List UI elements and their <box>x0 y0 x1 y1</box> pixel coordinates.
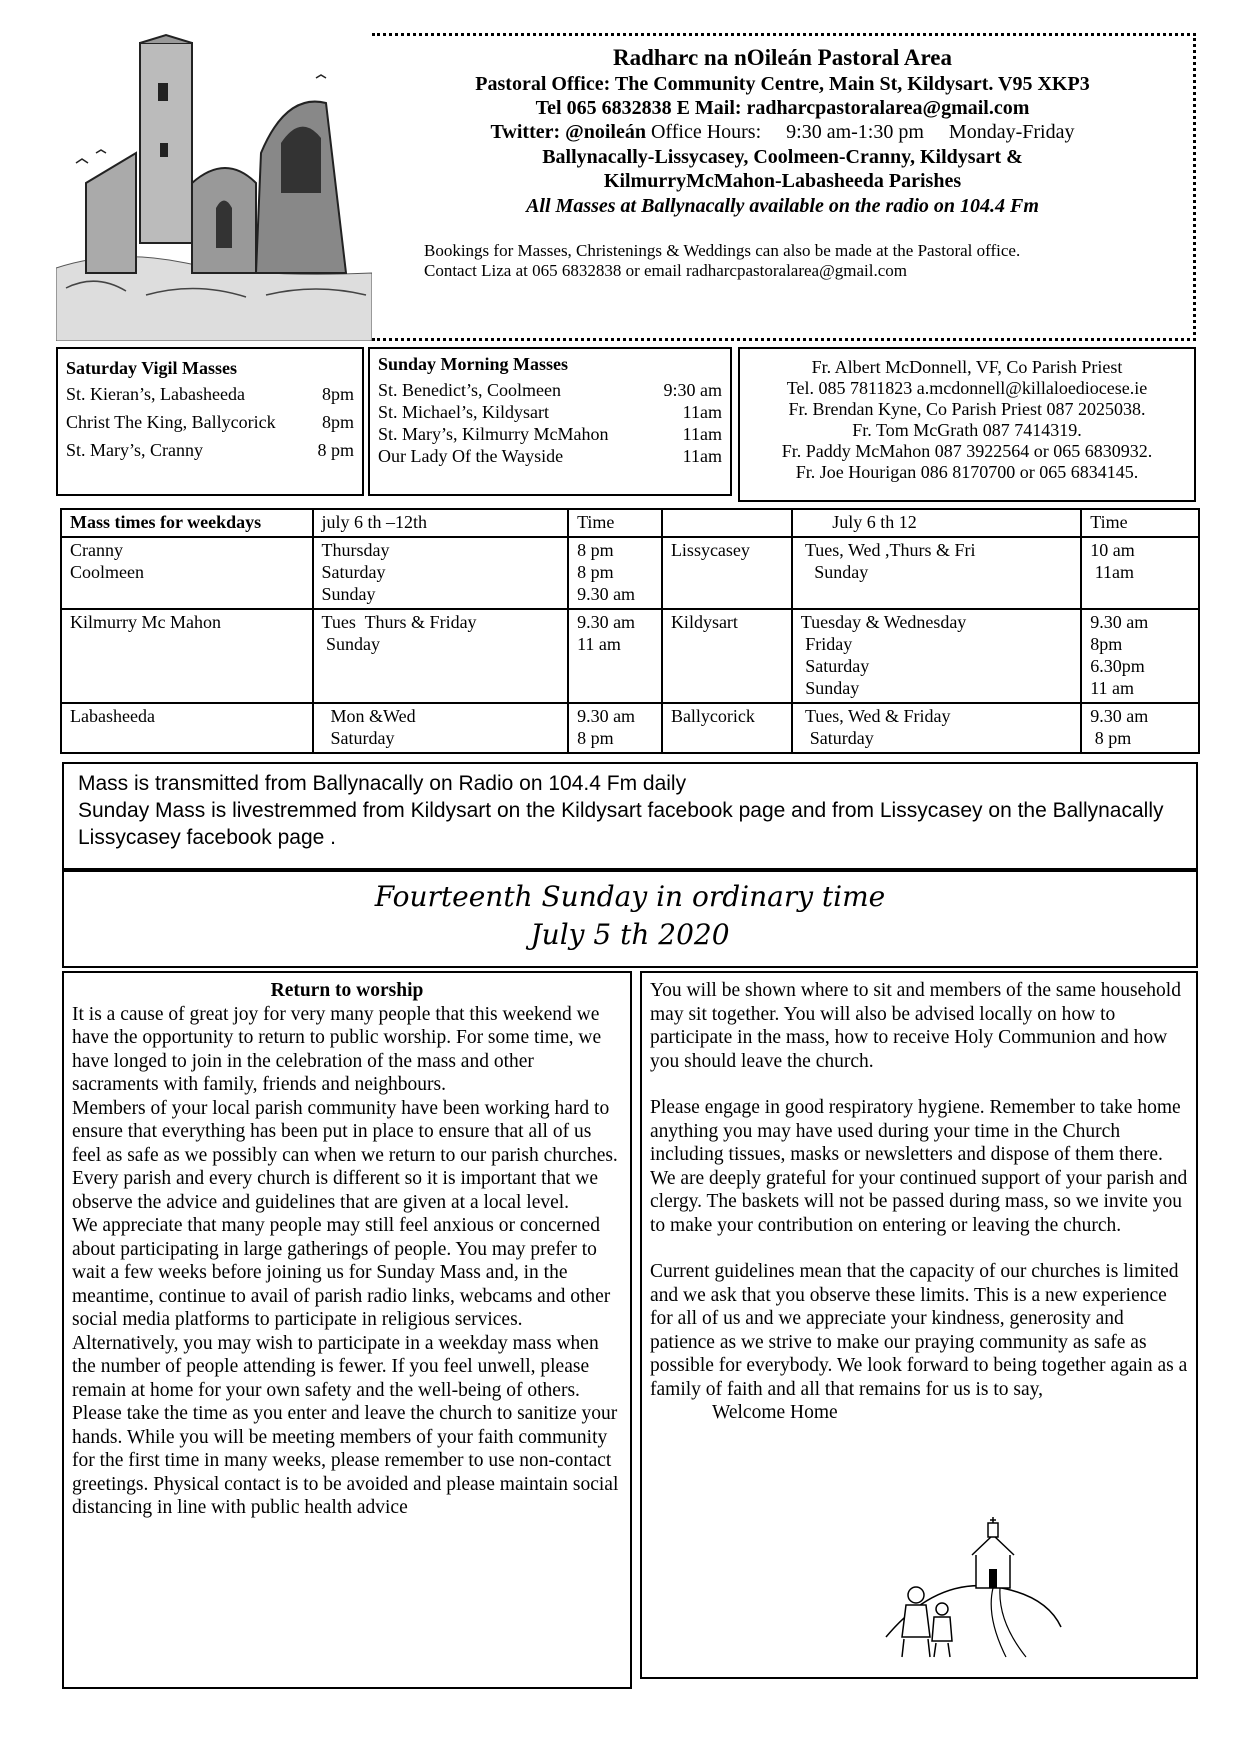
sunday-time: 11am <box>682 424 722 444</box>
pastoral-office-header <box>372 33 1196 341</box>
vigil-church: Christ The King, Ballycorick <box>66 412 276 432</box>
sunday-time: 9:30 am <box>663 380 722 400</box>
bookings-line-2: Contact Liza at 065 6832838 or email radharcpastoralarea@gmail.com <box>424 261 907 280</box>
article-paragraph: Alternatively, you may wish to participate in a weekday mass when the number of people attending is fewer. If you feel unwell, please remain at home for your own safety and the well-being of others. <box>72 1332 599 1401</box>
sunday-date: July 5 th 2020 <box>530 918 730 951</box>
table-cell: Kilmurry Mc Mahon <box>61 609 313 703</box>
table-cell: 10 am 11am <box>1081 537 1199 609</box>
sunday-church: St. Benedict’s, Coolmeen <box>378 380 561 400</box>
welcome-home: Welcome Home <box>712 1402 838 1423</box>
sunday-title: Fourteenth Sunday in ordinary time <box>374 880 886 913</box>
table-cell: Lissycasey <box>662 537 792 609</box>
sunday-church: Our Lady Of the Wayside <box>378 446 564 466</box>
table-cell: Thursday Saturday Sunday <box>313 537 569 609</box>
office-hours-line <box>372 120 1193 145</box>
table-cell: Mon &Wed Saturday <box>313 703 569 753</box>
table-cell: Cranny Coolmeen <box>61 537 313 609</box>
table-cell: Ballycorick <box>662 703 792 753</box>
priests-contact-box <box>738 347 1196 502</box>
table-cell: Tuesday & Wednesday Friday Saturday Sunday <box>792 609 1081 703</box>
bookings-line-1: Bookings for Masses, Christenings & Weddings can also be made at the Pastoral office. <box>424 241 1021 260</box>
article-paragraph: Current guidelines mean that the capacity of our churches is limited and we ask that you observe these limits. This is a new experience for all of us and we appreciate your kindness, generosity and patience as we strive to make our praying community as safe as possible for everybody. We look forward to being together again as a family of faith and all that remains for us is to say, <box>650 1261 1188 1400</box>
table-header: July 6 th 12 <box>792 509 1081 537</box>
vigil-time: 8pm <box>321 384 354 404</box>
sunday-morning-title: Sunday Morning Masses <box>378 354 569 374</box>
article-title: Return to worship <box>270 980 424 1001</box>
sunday-item <box>378 423 722 445</box>
table-header: Time <box>1081 509 1199 537</box>
pastoral-office-address: Pastoral Office: The Community Centre, Main St, Kildysart. V95 XKP3 <box>475 73 1090 95</box>
broadcast-notice <box>62 762 1198 870</box>
article-paragraph: Please engage in good respiratory hygiene. Remember to take home anything you may have used during your time in the Church including tissues, masks or newsletters and dispose of them there. <box>650 1097 1181 1165</box>
vigil-item <box>66 383 354 405</box>
vigil-church: St. Mary’s, Cranny <box>66 440 203 460</box>
sunday-item <box>378 401 722 423</box>
table-cell: Tues, Wed ,Thurs & Fri Sunday <box>792 537 1081 609</box>
priest-line: Tel. 085 7811823 a.mcdonnell@killaloediocese.ie <box>786 378 1148 398</box>
sunday-church: St. Mary’s, Kilmurry McMahon <box>378 424 609 444</box>
vigil-time: 8pm <box>321 412 354 432</box>
priest-line: Fr. Tom McGrath 087 7414319. <box>852 420 1082 440</box>
table-cell: 9.30 am 11 am <box>568 609 662 703</box>
priest-line: Fr. Brendan Kyne, Co Parish Priest 087 2025038. <box>788 399 1146 419</box>
office-hours: Office Hours: 9:30 am-1:30 pm Monday-Friday <box>645 121 1075 143</box>
table-header: july 6 th –12th <box>313 509 569 537</box>
article-left-column <box>62 971 632 1689</box>
article-right-column <box>640 971 1198 1679</box>
vigil-item <box>66 411 354 433</box>
priest-line: Fr. Paddy McMahon 087 3922564 or 065 6830932. <box>781 441 1153 461</box>
bookings-note <box>424 241 1193 281</box>
table-cell: 8 pm 8 pm 9.30 am <box>568 537 662 609</box>
table-header-row <box>61 509 1199 537</box>
table-cell: Labasheeda <box>61 703 313 753</box>
table-row <box>61 609 1199 703</box>
article-paragraph: It is a cause of great joy for very many people that this weekend we have the opportunity to return to public worship. For some time, we have longed to join in the celebration of the mass and other sacraments with family, friends and neighbours. <box>72 1003 602 1095</box>
parishes-line-2: KilmurryMcMahon-Labasheeda Parishes <box>603 170 962 192</box>
article-paragraph: You will be shown where to sit and members of the same household may sit together. You will also be advised locally on how to participate in the mass, how to receive Holy Communion and how you should leave the church. <box>650 980 1181 1072</box>
article-paragraph: We are deeply grateful for your continued support of your parish and clergy. The baskets will not be passed during mass, so we invite you to make your contribution on entering or leaving the church. <box>650 1167 1188 1236</box>
table-cell: 9.30 am 8 pm <box>568 703 662 753</box>
round-tower-sketch-image <box>56 33 372 341</box>
office-contact: Tel 065 6832838 E Mail: radharcpastoralarea@gmail.com <box>535 97 1030 119</box>
radio-note: All Masses at Ballynacally available on the radio on 104.4 Fm <box>526 195 1039 217</box>
article-paragraph: We appreciate that many people may still feel anxious or concerned about participating in large gatherings of people. You may prefer to wait a few weeks before joining us for Sunday Mass and, in the meantime, continue to avail of parish radio links, webcams and other social media platforms to participate in religious services. <box>72 1215 611 1330</box>
sunday-church: St. Michael’s, Kildysart <box>378 402 549 422</box>
article-paragraph: Members of your local parish community have been working hard to ensure that everything has been put in place to ensure that all of us feel as safe as we possibly can when we return to our parish churches. Every parish and every church is different so it is important that we observe the advice and guidelines that are given at a local level. <box>72 1097 618 1213</box>
vigil-time: 8 pm <box>317 440 354 460</box>
priest-line: Fr. Albert McDonnell, VF, Co Parish Priest <box>811 357 1123 377</box>
table-header <box>662 509 792 537</box>
sunday-item <box>378 379 722 401</box>
table-cell: Kildysart <box>662 609 792 703</box>
table-header: Mass times for weekdays <box>61 509 313 537</box>
radio-broadcast-line: Mass is transmitted from Ballynacally on Radio on 104.4 Fm daily <box>78 772 687 795</box>
vigil-item <box>66 439 354 461</box>
sunday-time: 11am <box>682 402 722 422</box>
table-row <box>61 703 1199 753</box>
article-paragraph: Please take the time as you enter and leave the church to sanitize your hands. While you will be meeting members of your faith community for the first time in many weeks, please remember to use non-contact greetings. Physical contact is to be avoided and please maintain social distancing in line with public health advice <box>72 1403 619 1518</box>
pastoral-area-title: Radharc na nOileán Pastoral Area <box>612 45 953 70</box>
vigil-title: Saturday Vigil Masses <box>66 358 238 378</box>
sunday-item <box>378 445 722 467</box>
table-cell: Tues, Wed & Friday Saturday <box>792 703 1081 753</box>
liturgical-sunday-banner <box>62 870 1198 968</box>
livestream-line: Sunday Mass is livestremmed from Kildysart on the Kildysart facebook page and from Lissycasey on the Ballynacally Lissycasey facebook page . <box>78 799 1164 849</box>
table-cell: 9.30 am 8 pm <box>1081 703 1199 753</box>
priest-line: Fr. Joe Hourigan 086 8170700 or 065 6834145. <box>795 462 1139 482</box>
vigil-church: St. Kieran’s, Labasheeda <box>66 384 245 404</box>
weekday-mass-table <box>60 508 1200 754</box>
saturday-vigil-box <box>56 347 364 496</box>
sunday-morning-box <box>368 347 732 496</box>
twitter-handle: Twitter: @noileán <box>490 121 646 143</box>
table-cell: Tues Thurs & Friday Sunday <box>313 609 569 703</box>
parishes-line-1: Ballynacally-Lissycasey, Coolmeen-Cranny, Kildysart & <box>542 146 1023 168</box>
table-row <box>61 537 1199 609</box>
sunday-time: 11am <box>682 446 722 466</box>
table-cell: 9.30 am 8pm 6.30pm 11 am <box>1081 609 1199 703</box>
table-header: Time <box>568 509 662 537</box>
church-family-sketch <box>876 1517 1066 1667</box>
